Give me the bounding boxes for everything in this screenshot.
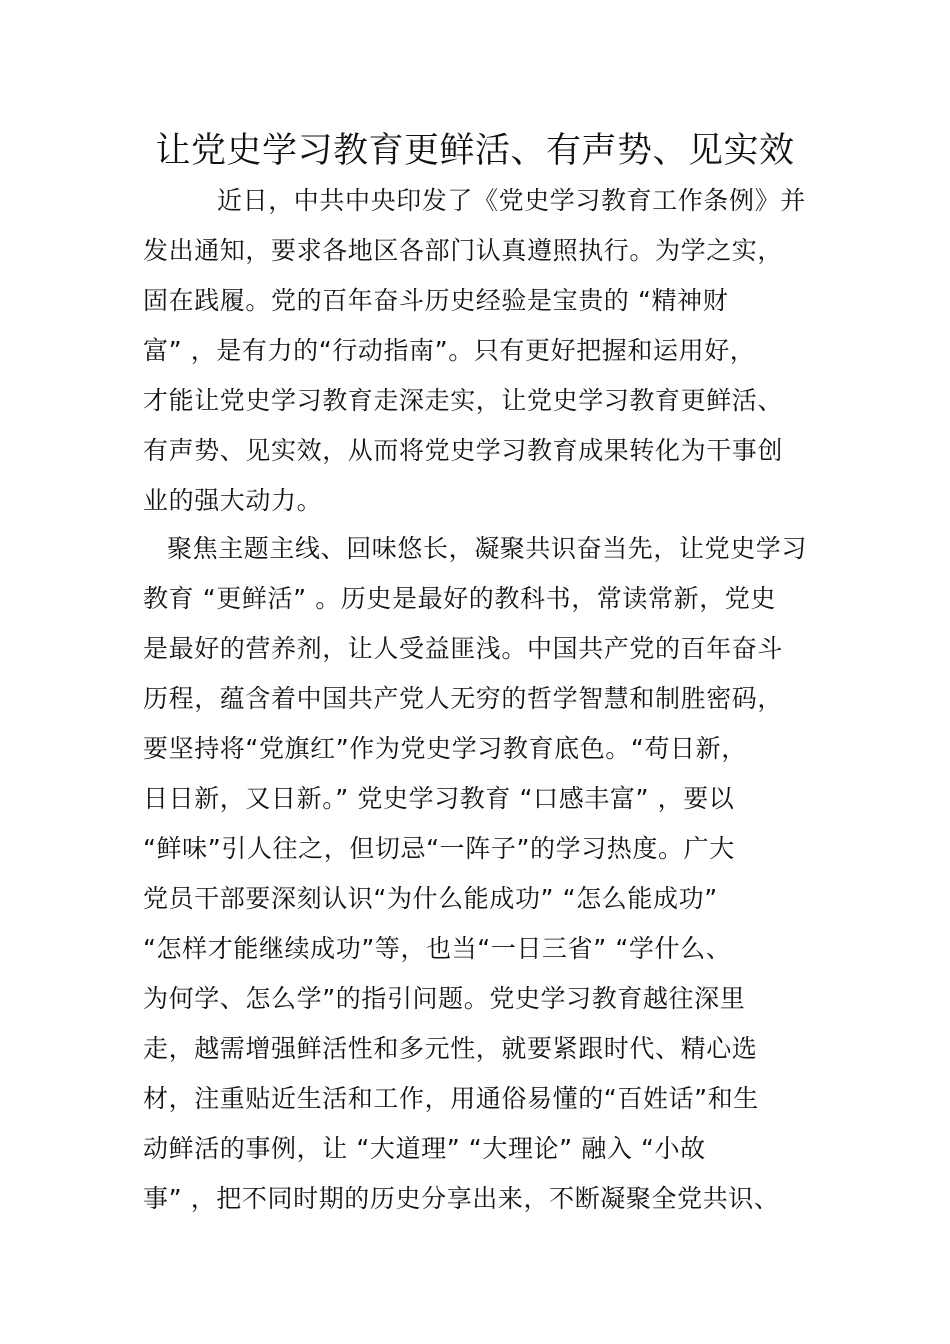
text-line: 聚焦主题主线、回味悠长，凝聚共识奋当先，让党史学习 (167, 534, 808, 563)
text-line: 有声势、见实效，从而将党史学习教育成果转化为干事创 (143, 436, 784, 465)
text-line: 历程，蕴含着中国共产党人无穷的哲学智慧和制胜密码， (143, 684, 784, 713)
text-line: “鲜味”引人往之，但切忌“一阵子”的学习热度。广大 (143, 834, 735, 863)
text-line: 要坚持将“党旗红”作为党史学习教育底色。“苟日新， (143, 734, 747, 763)
text-line: 固在践履。党的百年奋斗历史经验是宝贵的 “精神财 (143, 286, 729, 315)
document-title: 让党史学习教育更鲜活、有声势、见实效 (155, 131, 795, 171)
text-line: 发出通知，要求各地区各部门认真遵照执行。为学之实， (143, 236, 784, 265)
text-line: 日日新，又日新。” 党史学习教育 “口感丰富” ，要以 (143, 784, 735, 813)
paragraph-1 (143, 176, 808, 526)
text-line: 材，注重贴近生活和工作，用通俗易懂的“百姓话”和生 (143, 1084, 759, 1113)
text-line: 走，越需增强鲜活性和多元性，就要紧跟时代、精心选 (143, 1034, 758, 1063)
text-line: “怎样才能继续成功”等，也当“一日三省” “学什么、 (143, 934, 732, 963)
text-line: 富” ，是有力的“行动指南”。只有更好把握和运用好， (143, 336, 756, 365)
text-line: 教育 “更鲜活” 。历史是最好的教科书，常读常新，党史 (143, 584, 776, 613)
text-line: 党员干部要深刻认识“为什么能成功” “怎么能成功” (143, 884, 718, 913)
text-line: 才能让党史学习教育走深走实，让党史学习教育更鲜活、 (143, 386, 784, 415)
text-line: 动鲜活的事例，让 “大道理” “大理论” 融入 “小故 (143, 1134, 706, 1163)
text-line: 为何学、怎么学”的指引问题。党史学习教育越往深里 (143, 984, 746, 1013)
paragraph-2 (143, 524, 808, 1224)
text-line: 事” ，把不同时期的历史分享出来，不断凝聚全党共识、 (143, 1184, 780, 1213)
text-line: 近日，中共中央印发了《党史学习教育工作条例》并 (217, 186, 806, 215)
text-line: 业的强大动力。 (143, 486, 323, 515)
text-line: 是最好的营养剂，让人受益匪浅。中国共产党的百年奋斗 (143, 634, 784, 663)
